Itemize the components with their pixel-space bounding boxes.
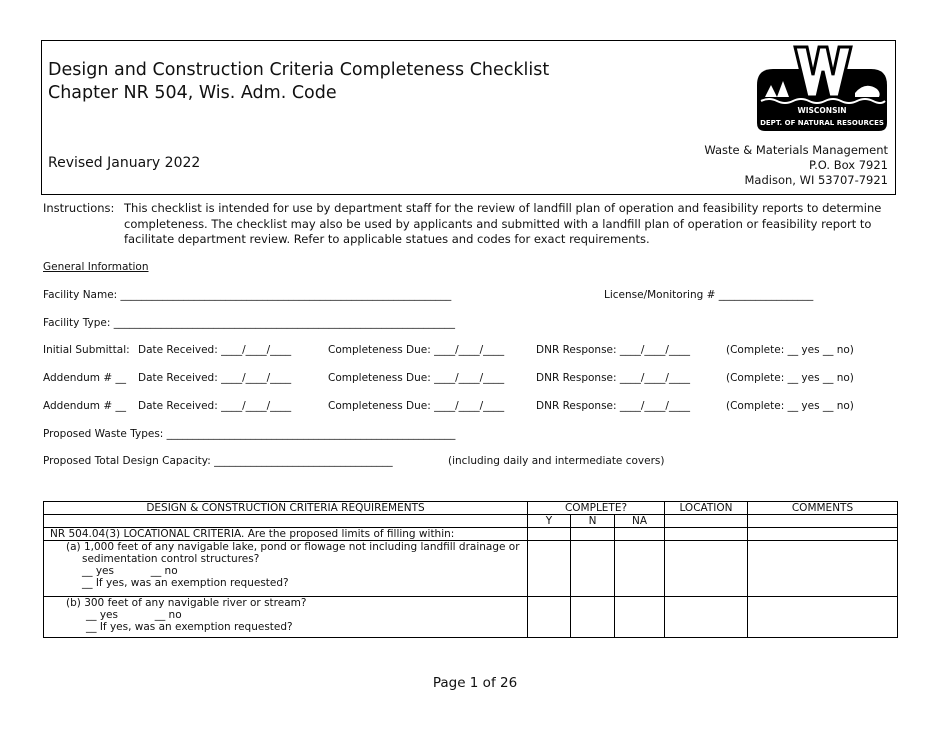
instructions: Instructions: This checklist is intended for use by department staff for the review of landfill plan of operation and feasibility reports to determine completeness. The checklist may also be used by applicants and submitted with a landfill plan of operation or feasibility report to facilitate department review. Refer to applicable statues and codes for exact requirements. bbox=[43, 201, 882, 246]
comments-cell[interactable] bbox=[748, 528, 898, 541]
document-subtitle: Chapter NR 504, Wis. Adm. Code bbox=[48, 83, 337, 103]
document-title: Design and Construction Criteria Completeness Checklist bbox=[48, 60, 550, 80]
requirements-table bbox=[43, 501, 898, 638]
check-na[interactable] bbox=[615, 541, 665, 597]
comments-cell[interactable] bbox=[748, 541, 898, 597]
check-y[interactable] bbox=[528, 541, 571, 597]
header-requirements: DESIGN & CONSTRUCTION CRITERIA REQUIREMENTS bbox=[44, 502, 528, 515]
location-cell[interactable] bbox=[665, 528, 748, 541]
table-header-row bbox=[44, 502, 898, 515]
check-y[interactable] bbox=[528, 597, 571, 638]
check-n[interactable] bbox=[571, 541, 615, 597]
comments-cell[interactable] bbox=[748, 597, 898, 638]
check-na[interactable] bbox=[615, 597, 665, 638]
check-n[interactable] bbox=[571, 528, 615, 541]
agency-address: Waste & Materials Management P.O. Box 7921 Madison, WI 53707-7921 bbox=[704, 143, 888, 187]
item-b: (b) 300 feet of any navigable river or stream? __ yes __ no __ If yes, was an exemption requested? bbox=[44, 597, 528, 638]
header-complete: COMPLETE? bbox=[528, 502, 665, 515]
header-location: LOCATION bbox=[665, 502, 748, 515]
table-row bbox=[44, 528, 898, 541]
header-comments: COMMENTS bbox=[748, 502, 898, 515]
table-subheader-row bbox=[44, 515, 898, 528]
revision-date: Revised January 2022 bbox=[48, 155, 201, 171]
section-title: NR 504.04(3) LOCATIONAL CRITERIA. Are the proposed limits of filling within: bbox=[44, 528, 528, 541]
header-yes: Y bbox=[528, 515, 571, 528]
wdnr-logo bbox=[755, 45, 889, 131]
page-number: Page 1 of 26 bbox=[432, 675, 518, 691]
item-a: (a) 1,000 feet of any navigable lake, pond or flowage not including landfill drainage or sedimentation control structures? __ yes __ no __ If yes, was an exemption requested? bbox=[44, 541, 528, 597]
general-information-heading: General Information bbox=[43, 261, 149, 273]
location-cell[interactable] bbox=[665, 597, 748, 638]
license-field[interactable]: License/Monitoring # __________________ bbox=[604, 289, 814, 301]
header-box bbox=[41, 40, 896, 195]
header-no: N bbox=[571, 515, 615, 528]
table-row bbox=[44, 597, 898, 638]
table-row bbox=[44, 541, 898, 597]
logo-text-2: DEPT. OF NATURAL RESOURCES bbox=[760, 119, 884, 127]
instructions-label: Instructions: bbox=[43, 201, 115, 215]
header-na: NA bbox=[615, 515, 665, 528]
logo-text-1: WISCONSIN bbox=[797, 106, 847, 115]
location-cell[interactable] bbox=[665, 541, 748, 597]
check-y[interactable] bbox=[528, 528, 571, 541]
check-na[interactable] bbox=[615, 528, 665, 541]
check-n[interactable] bbox=[571, 597, 615, 638]
